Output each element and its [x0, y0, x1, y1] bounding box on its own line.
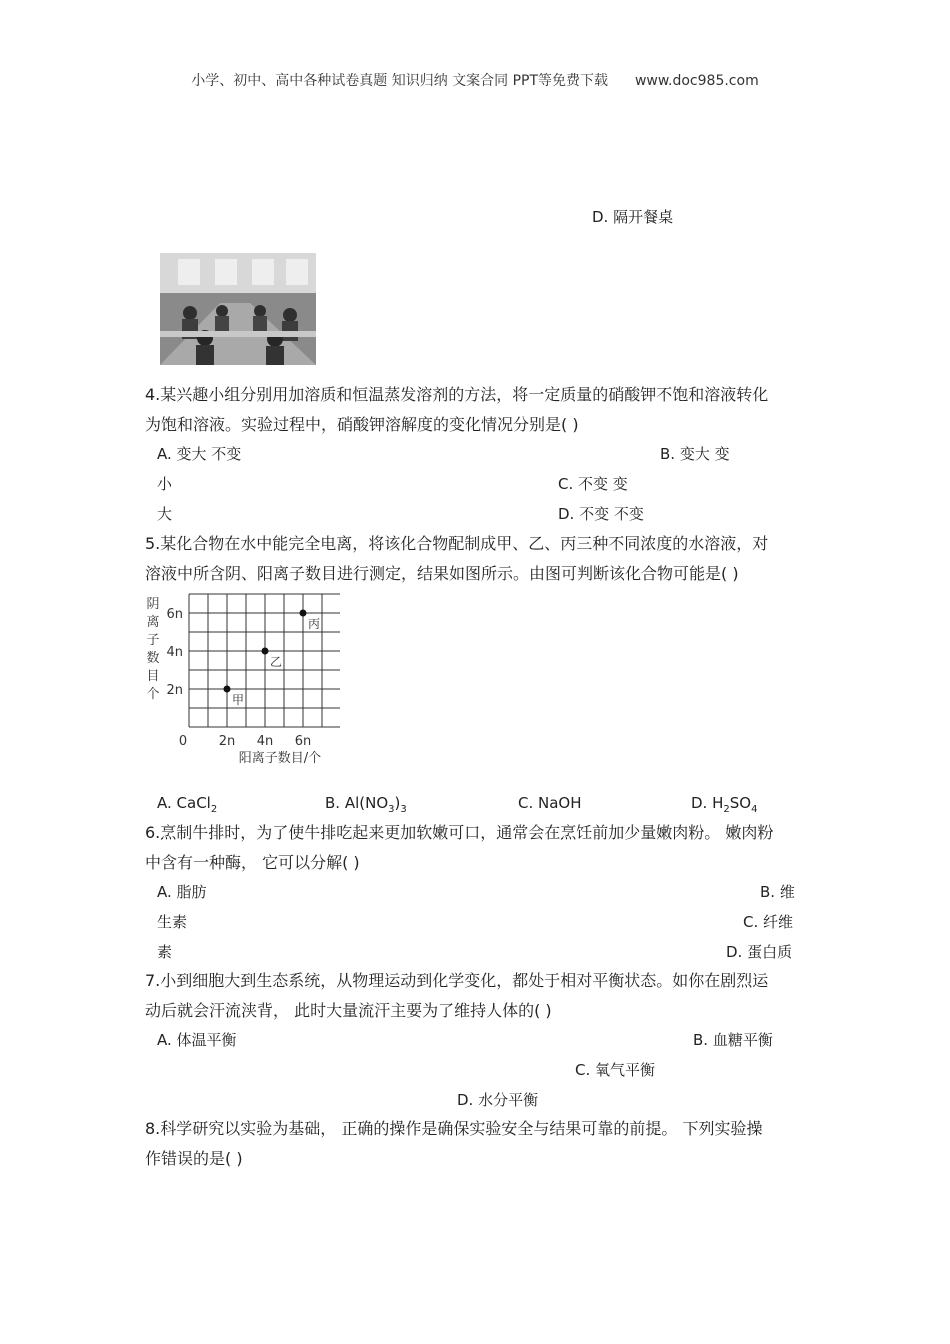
q5-option-b-paren: ) [394, 794, 401, 812]
y-axis-label-char: 离 [146, 615, 160, 630]
q5-option-b-text: B. Al(NO [325, 794, 389, 812]
q7-text-line1: 7.小到细胞大到生态系统，从物理运动到化学变化，都处于相对平衡状态。如你在剧烈运 [145, 971, 769, 990]
y-axis-label-char: 个 [146, 687, 160, 702]
q8-text-line2: 作错误的是( ) [145, 1149, 243, 1168]
header-site[interactable]: www.doc985.com [634, 73, 759, 89]
q4-option-c-cont: 大 [157, 505, 173, 523]
q7-option-d: D. 水分平衡 [457, 1091, 539, 1109]
q5-text-line1: 5.某化合物在水中能完全电离，将该化合物配制成甲、乙、丙三种不同浓度的水溶液，对 [145, 534, 769, 553]
q5-option-d [691, 794, 757, 815]
data-points [224, 610, 322, 708]
q5-option-d-mid: SO [729, 794, 752, 812]
data-point [300, 610, 307, 617]
y-axis-label-char: 阴 [146, 597, 160, 612]
x-tick-label: 2n [218, 734, 236, 749]
q5-option-d-sub: 2 [723, 804, 730, 815]
q5-option-d-text: D. H [691, 794, 724, 812]
q6-option-c-cont: 素 [157, 943, 173, 961]
q4-option-b: B. 变大 变 [660, 445, 730, 463]
q4-text-line1: 4.某兴趣小组分别用加溶质和恒温蒸发溶剂的方法，将一定质量的硝酸钾不饱和溶液转化 [145, 385, 769, 404]
x-tick-label: 0 [178, 734, 188, 749]
q5-option-b-sub2: 3 [400, 804, 407, 815]
q3-option-d: D. 隔开餐桌 [592, 208, 674, 226]
data-point-label: 乙 [269, 655, 283, 669]
q7-option-a: A. 体温平衡 [157, 1031, 237, 1049]
q4-option-b-cont: 小 [157, 475, 173, 493]
data-point [224, 686, 231, 693]
y-tick-label: 6n [166, 607, 183, 622]
x-axis-label: 阳离子数目/个 [238, 751, 322, 766]
q5-option-b [325, 794, 407, 815]
q8-text-line1: 8.科学研究以实验为基础， 正确的操作是确保实验安全与结果可靠的前提。 下列实验操 [145, 1119, 763, 1138]
q4-option-c: C. 不变 变 [558, 475, 628, 493]
q5-option-a [157, 794, 217, 815]
y-tick-label: 2n [166, 683, 183, 698]
q6-option-b: B. 维 [760, 883, 795, 901]
y-tick-label: 4n [166, 645, 183, 660]
q4-option-d: D. 不变 不变 [558, 505, 644, 523]
y-axis-label-char: 子 [146, 633, 160, 648]
data-point-label: 甲 [231, 693, 245, 707]
q4-option-a: A. 变大 不变 [157, 445, 242, 463]
q4-text-line2: 为饱和溶液。实验过程中，硝酸钾溶解度的变化情况分别是( ) [145, 415, 579, 434]
classroom-photo-svg [160, 253, 316, 365]
q5-option-d-sub2: 4 [751, 804, 758, 815]
header-text: 小学、初中、高中各种试卷真题 知识归纳 文案合同 PPT等免费下载 [191, 73, 609, 89]
x-tick-label: 4n [256, 734, 274, 749]
y-axis-label-char: 数 [146, 651, 160, 666]
x-tick-label: 6n [294, 734, 312, 749]
ion-scatter-chart [140, 590, 340, 770]
data-point [262, 648, 269, 655]
q5-option-a-sub: 2 [210, 804, 218, 815]
y-axis-label-char: 目 [146, 669, 160, 684]
q6-option-c: C. 纤维 [743, 913, 794, 931]
q5-option-b-sub: 3 [388, 804, 395, 815]
q6-text-line2: 中含有一种酶， 它可以分解( ) [145, 853, 360, 872]
q5-option-c: C. NaOH [518, 794, 582, 812]
q6-option-d: D. 蛋白质 [726, 943, 793, 961]
q6-text-line1: 6.烹制牛排时，为了使牛排吃起来更加软嫩可口，通常会在烹饪前加少量嫩肉粉。 嫩肉粉 [145, 823, 774, 842]
q6-option-a: A. 脂肪 [157, 883, 207, 901]
page-header [0, 70, 950, 90]
data-point-label: 丙 [307, 617, 321, 631]
q5-option-a-text: A. CaCl [157, 794, 211, 812]
q5-text-line2: 溶液中所含阴、阳离子数目进行测定，结果如图所示。由图可判断该化合物可能是( ) [145, 564, 739, 583]
chart-grid [189, 594, 340, 727]
classroom-photo [160, 253, 316, 365]
q7-text-line2: 动后就会汗流浃背， 此时大量流汗主要为了维持人体的( ) [145, 1001, 552, 1020]
q7-option-c: C. 氧气平衡 [575, 1061, 656, 1079]
axis-ticks [166, 607, 311, 749]
y-axis-label [146, 597, 159, 702]
q6-option-b-cont: 生素 [157, 913, 188, 931]
q7-option-b: B. 血糖平衡 [693, 1031, 773, 1049]
